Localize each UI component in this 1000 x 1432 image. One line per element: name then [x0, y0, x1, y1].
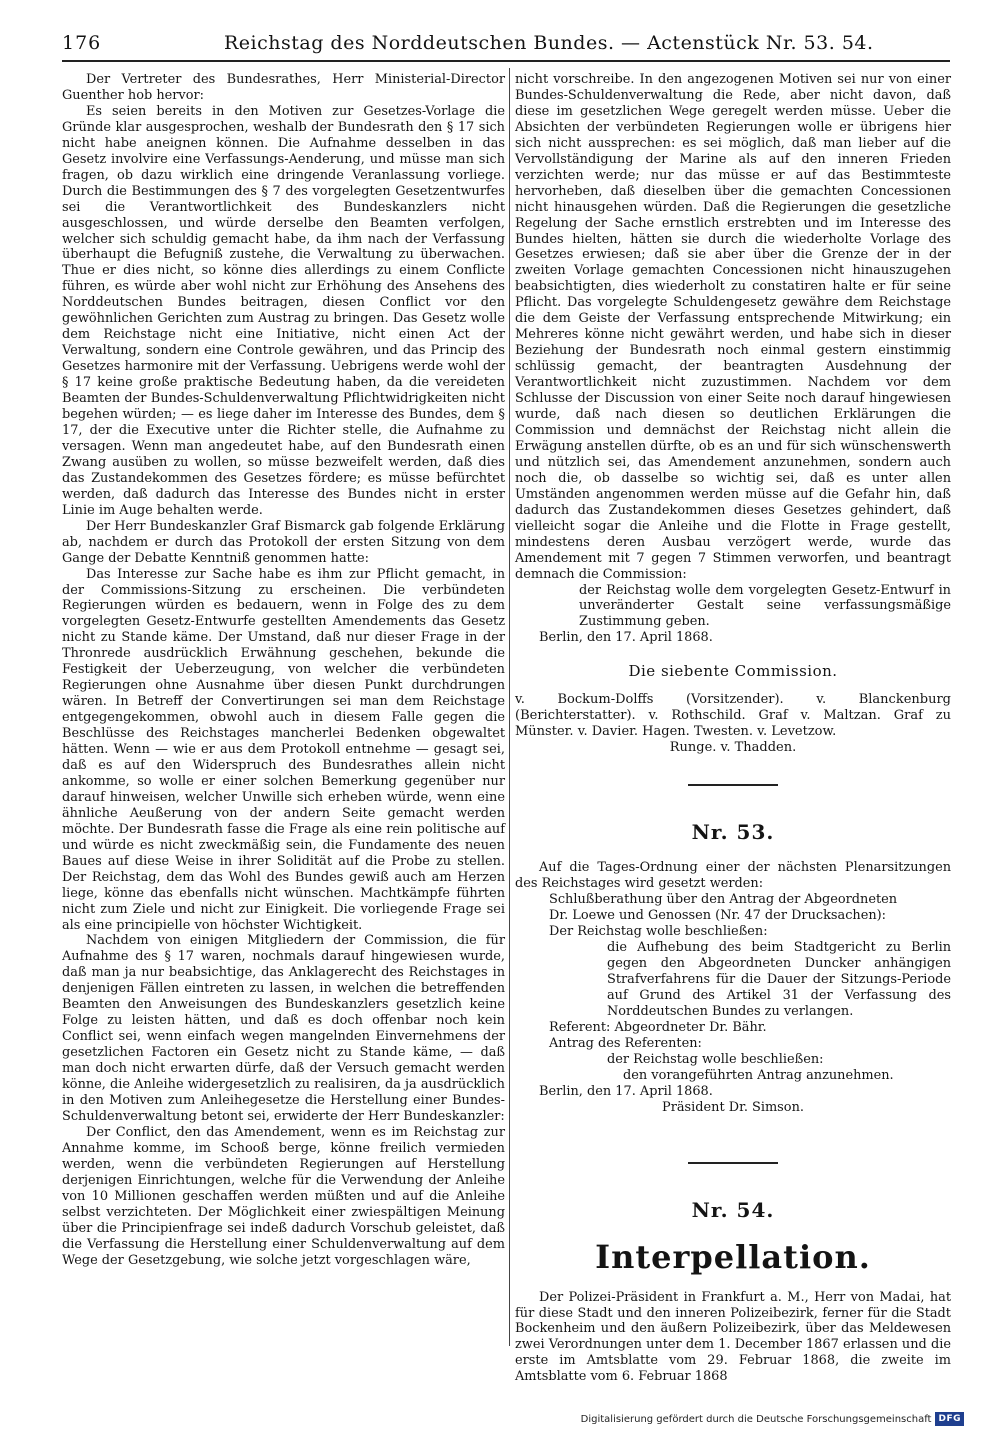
- interpellation-title: Interpellation.: [595, 1237, 871, 1276]
- document-number-heading: Nr. 54.: [691, 1197, 775, 1222]
- agenda-line: Dr. Loewe und Genossen (Nr. 47 der Drucksachen):: [549, 908, 887, 924]
- date-line: Berlin, den 17. April 1868.: [539, 1083, 713, 1099]
- page-number: 176: [62, 32, 102, 54]
- paragraph: Es seien bereits in den Motiven zur Gesetzes-Vorlage die Gründe klar ausgesprochen, weshalb der Bundesrath den § 17 sich nicht habe aneignen können. Die Aufnahme desselben in das Gesetz involvire eine Verfassungs-Aenderung, und müsse man sich fragen, ob dazu wirklich eine dringende Veranlassung vorliege. Durch die Bestimmungen des § 7 des vorgelegten Gesetzentwurfes sei die Verantwortlichkeit des Bundeskanzlers nicht ausgeschlossen, und würde derselbe den Beamten verfolgen, welcher sich schuldig gemacht habe, da ihm nach der Verfassung überhaupt die Befugniß zustehe, die Verwaltung zu überwachen. Thue er dies nicht, so könne dies allerdings zu einem Conflicte führen, es würde aber wohl nicht zur Erhöhung des Ansehens des Norddeutschen Bundes beitragen, diesen Conflict vor den gewöhnlichen Gerichten zum Austrag zu bringen. Das Gesetz wolle dem Reichstage nicht eine Initiative, nicht einen Act der Verwaltung, sondern eine Controle gewähren, und das Princip des Gesetzes harmonire mit der Verfassung. Uebrigens werde wohl der § 17 keine große praktische Bedeutung haben, da die vereideten Beamten der Bundes-Schuldenverwaltung Pflichtwidrigkeiten nicht begehen würden; — es liege daher im Interesse des Bundes, dem § 17, der die Executive unter die Richter stelle, die Aufnahme zu versagen. Wenn man angedeutet habe, auf den Bundesrath einen Zwang ausüben zu wollen, so müsse bezweifelt werden, daß dies das Zustandekommen des Gesetzes fördere; es müsse befürchtet werden, daß dadurch das Interesse des Bundes nicht in erster Linie im Auge behalten werde.: [62, 103, 505, 518]
- left-column: [62, 72, 505, 1362]
- commission-members: v. Bockum-Dolffs (Vorsitzender). v. Blanckenburg (Berichterstatter). v. Rothschild. Graf v. Maltzan. Graf zu Münster. v. Davier. Hagen. Twesten. v. Levetzow.: [515, 692, 951, 740]
- paragraph: Der Vertreter des Bundesrathes, Herr Ministerial-Director Guenther hob hervor:: [62, 72, 505, 103]
- document-number-heading: Nr. 53.: [691, 820, 775, 845]
- motion-text: der Reichstag wolle dem vorgelegten Gesetz-Entwurf in unveränderter Gestalt seine verfassungsmäßige Zustimmung geben.: [579, 582, 951, 630]
- agenda-line: Referent: Abgeordneter Dr. Bähr.: [549, 1019, 767, 1035]
- credit-text: Digitalisierung gefördert durch die Deutsche Forschungsgemeinschaft: [580, 1413, 932, 1425]
- paragraph: Der Polizei-Präsident in Frankfurt a. M., Herr von Madai, hat für diese Stadt und den inneren Polizeibezirk, ferner für die Stadt Bockenheim und den äußern Polizeibezirk, über das Meldewesen zwei Verordnungen unter dem 1. December 1867 erlassen und die erste im Amtsblatte vom 29. Februar 1868, die zweite im Amtsblatte vom 6. Februar 1868: [515, 1289, 951, 1385]
- date-line: Berlin, den 17. April 1868.: [539, 630, 713, 646]
- agenda-line: Schlußberathung über den Antrag der Abgeordneten: [549, 892, 898, 908]
- paragraph: Der Herr Bundeskanzler Graf Bismarck gab folgende Erklärung ab, nachdem er durch das Protokoll der ersten Sitzung von dem Gange der Debatte Kenntniß genommen hatte:: [62, 518, 505, 566]
- page-header: [62, 30, 950, 62]
- paragraph: Auf die Tages-Ordnung einer der nächsten Plenarsitzungen des Reichstages wird gesetzt werden:: [515, 860, 951, 892]
- paragraph: Das Interesse zur Sache habe es ihm zur Pflicht gemacht, in der Commissions-Sitzung zu erscheinen. Die verbündeten Regierungen würden es bedauern, wenn in Folge des zu dem vorgelegten Gesetz-Entwurfe gestellten Amendements das Gesetz nicht zu Stande käme. Der Umstand, daß nur dieser Frage in der Thronrede ausdrücklich Erwähnung geschehen, bekunde die Festigkeit der Ueberzeugung, von welcher die verbündeten Regierungen ohne Ausnahme über diesen Punkt durchdrungen wären. In Betreff der Convertirungen sei man dem Reichstage entgegengekommen, obwohl auch in diesem Falle gegen die Beschlüsse des Reichstages mancherlei Bedenken obgewaltet hätten. Wenn — wie er aus dem Protokoll entnehme — gesagt sei, daß es auf den Widerspruch des Bundesrathes allein nicht ankomme, so wolle er einer solchen Bemerkung gegenüber nur darauf hinweisen, welcher Unwille sich erheben würde, wenn eine ähnliche Aeußerung von der andern Seite gemacht werden möchte. Der Bundesrath fasse die Frage als eine rein politische auf und würde es nicht zweckmäßig sein, die Fundamente des neuen Baues auf diese Weise in ihrer Solidität auf die Probe zu stellen. Der Reichstag, dem das Wohl des Bundes gewiß auch am Herzen liege, könne das ebenfalls nicht wünschen. Machtkämpfe führten nicht zum Ziele und nicht zur Einigkeit. Die vorliegende Frage sei als eine principielle von höchster Wichtigkeit.: [62, 566, 505, 933]
- digitization-credit: [581, 1411, 964, 1427]
- agenda-line: den vorangeführten Antrag anzunehmen.: [623, 1067, 894, 1083]
- agenda-line: Der Reichstag wolle beschließen:: [549, 924, 768, 940]
- section-rule: [688, 1162, 778, 1164]
- running-title: Reichstag des Norddeutschen Bundes. — Actenstück Nr. 53. 54.: [224, 32, 874, 54]
- paragraph-continued: nicht vorschreibe. In den angezogenen Motiven sei nur von einer Bundes-Schuldenverwaltung die Rede, aber nicht davon, daß diese im gesetzlichen Wege geregelt werden müsse. Ueber die Absichten der verbündeten Regierungen wolle er übrigens hier sich nicht aussprechen: es sei möglich, daß man lieber auf die Vervollständigung der Marine als auf den inneren Frieden verzichten werde; nur das müsse er auf das Bestimmteste hervorheben, daß dieselben über die gemachten Concessionen nicht hinausgehen würden. Daß die Regierungen die gesetzliche Regelung der Sache ernstlich erstrebten und im Interesse des Bundes hielten, hätten sie durch die wiederholte Vorlage des Gesetzes erwiesen; daß sie aber über die Grenze der in der zweiten Vorlage gemachten Concessionen nicht hinauszugehen beabsichtigten, dies wiederholt zu constatiren halte er für seine Pflicht. Das vorgelegte Schuldengesetz gewähre dem Reichstage die dem Geiste der Verfassung entsprechende Mitwirkung; ein Mehreres könne nicht gewährt werden, und habe sich in dieser Beziehung der Bundesrath noch einmal gestern einstimmig schlüssig gemacht, der beantragten Ausdehnung der Verantwortlichkeit nicht zuzustimmen. Nachdem vor dem Schlusse der Discussion von einer Seite noch darauf hingewiesen wurde, daß nach diesen so deutlichen Erklärungen die Commission und demnächst der Reichstag nicht allein die Erwägung anstellen dürfte, ob es an und für sich wünschenswerth und nützlich sei, das Amendement anzunehmen, sondern auch noch die, ob dasselbe so wichtig sei, daß es unter allen Umständen angenommen werden müsse auf die Gefahr hin, daß dadurch das Zustandekommen dieses Gesetzes gehindert, daß vielleicht sogar die Anleihe und die Flotte in Frage gestellt, mindestens deren Ausbau verzögert werde, wurde das Amendement mit 7 gegen 7 Stimmen verworfen, und beantragt demnach die Commission:: [515, 72, 951, 582]
- right-column: [515, 72, 951, 1385]
- paragraph: Der Conflict, den das Amendement, wenn es im Reichstag zur Annahme komme, im Schooß berge, könne freilich vermieden werden, wenn die verbündeten Regierungen auf Herstellung derjenigen Einrichtungen, welche für die Verwendung der Anleihe von 10 Millionen geschaffen werden müßten und auf die Anleihe selbst verzichteten. Der Möglichkeit einer zwiespältigen Meinung über die Principienfrage sei indeß dadurch Vorschub geleistet, daß die Verfassung die Herstellung einer Schuldenverwaltung auf dem Wege der Gesetzgebung, wie solche jetzt vorgeschlagen wäre,: [62, 1124, 505, 1268]
- section-rule: [688, 784, 778, 786]
- dfg-logo: DFG: [935, 1412, 964, 1426]
- commission-members-last: Runge. v. Thadden.: [669, 740, 797, 756]
- paragraph: Nachdem von einigen Mitgliedern der Commission, die für Aufnahme des § 17 waren, nochmals darauf hingewiesen wurde, daß man ja nur beabsichtige, das Anklagerecht des Reichstages in denjenigen Fällen eintreten zu lassen, in welchen die betreffenden Beamten den Anweisungen des Bundeskanzlers gesetzlich keine Folge zu leisten hätten, und daß es doch offenbar noch kein Conflict sei, wenn einfach wegen mangelnden Einvernehmens der gesetzlichen Factoren ein Gesetz nicht zu Stande käme, — daß man doch nicht erwarten dürfe, daß der Versuch gemacht werden könne, die Anleihe widergesetzlich zu realisiren, da ja ausdrücklich in den Motiven zum Anleihegesetze die Herstellung einer Bundes-Schuldenverwaltung betont sei, erwiderte der Herr Bundeskanzler:: [62, 933, 505, 1124]
- commission-title: Die siebente Commission.: [628, 662, 838, 681]
- column-divider: [509, 68, 510, 1346]
- agenda-line: die Aufhebung des beim Stadtgericht zu Berlin gegen den Abgeordneten Duncker anhängigen Strafverfahrens für die Dauer der Sitzungs-Periode auf Grund des Artikel 31 der Verfassung des Norddeutschen Bundes zu verlangen.: [607, 940, 951, 1019]
- agenda-line: Antrag des Referenten:: [549, 1035, 702, 1051]
- president-signature: Präsident Dr. Simson.: [662, 1099, 804, 1115]
- agenda-line: der Reichstag wolle beschließen:: [607, 1051, 824, 1067]
